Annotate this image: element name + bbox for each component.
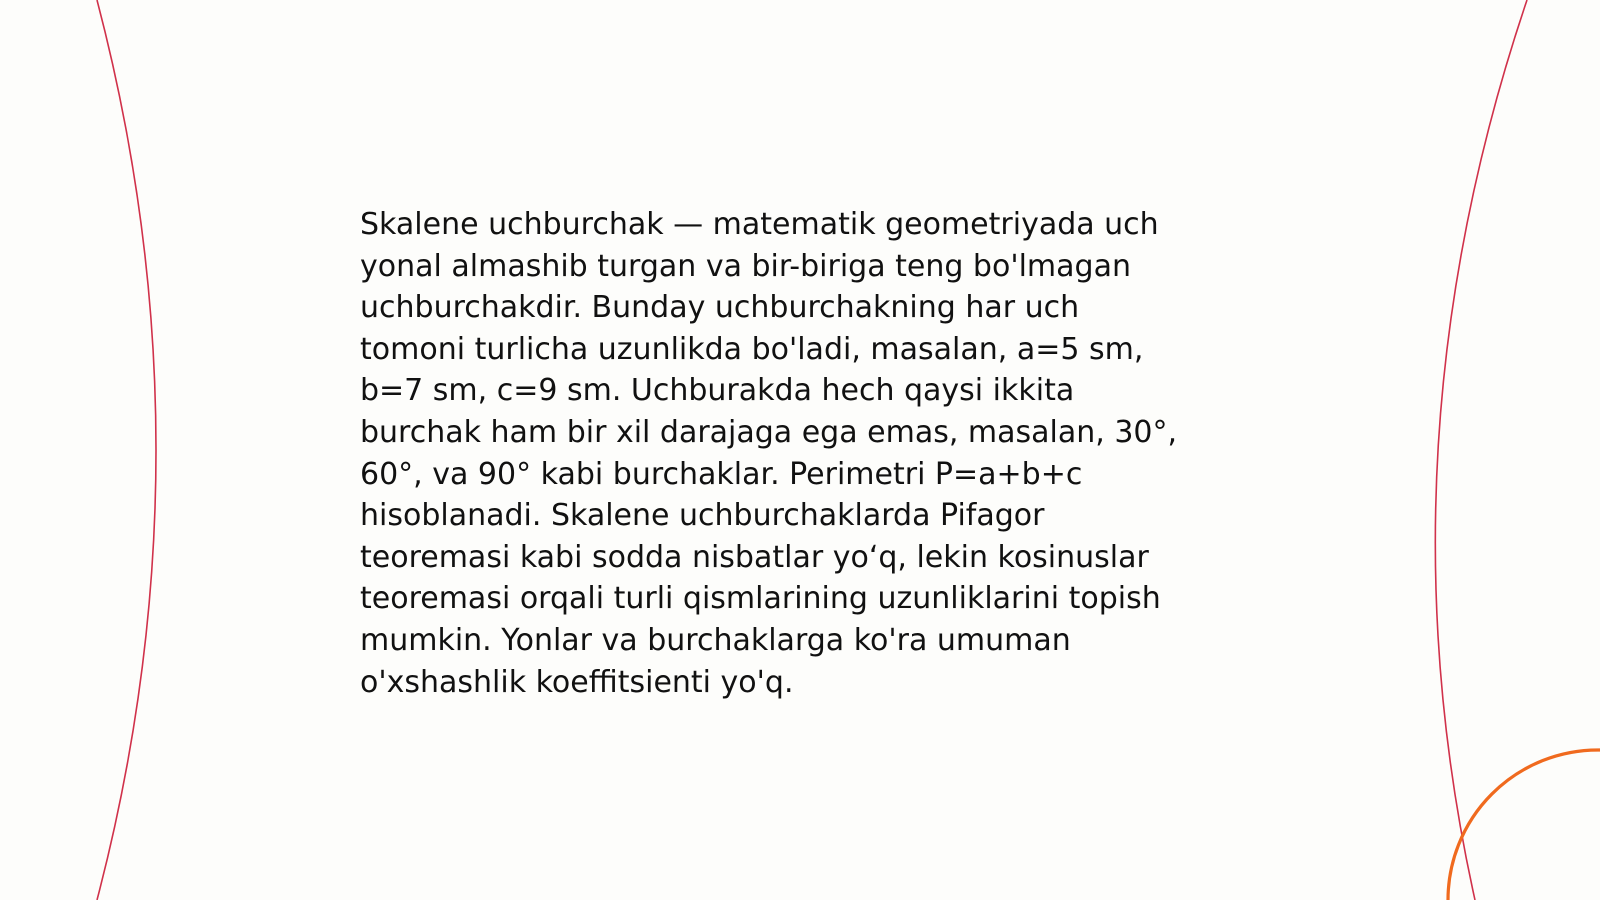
body-line: mumkin. Yonlar va burchaklarga ko'ra umuman — [360, 622, 1071, 658]
body-line: burchak ham bir xil darajaga ega emas, masalan, 30°, — [360, 414, 1178, 450]
right-decorative-curve — [1435, 0, 1527, 900]
body-line: tomoni turlicha uzunlikda bo'ladi, masalan, a=5 sm, — [360, 331, 1144, 367]
left-decorative-curve — [97, 0, 156, 900]
body-line: teoremasi orqali turli qismlarining uzunliklarini topish — [360, 581, 1161, 617]
body-line: 60°, va 90° kabi burchaklar. Perimetri P=a+b+c — [360, 456, 1083, 492]
body-line: teoremasi kabi sodda nisbatlar yo‘q, lekin kosinuslar — [360, 539, 1149, 575]
body-line: Skalene uchburchak — matematik geometriyada uch — [360, 207, 1159, 242]
body-line: uchburchakdir. Bunday uchburchakning har uch — [360, 290, 1080, 326]
body-paragraph — [360, 204, 1250, 703]
body-line: b=7 sm, c=9 sm. Uchburakda hech qaysi ikkita — [360, 373, 1075, 409]
body-line: o'xshashlik koeffitsienti yo'q. — [360, 664, 794, 700]
body-line: hisoblanadi. Skalene uchburchaklarda Pifagor — [360, 498, 1045, 534]
body-line: yonal almashib turgan va bir-biriga teng bo'lmagan — [360, 248, 1131, 284]
